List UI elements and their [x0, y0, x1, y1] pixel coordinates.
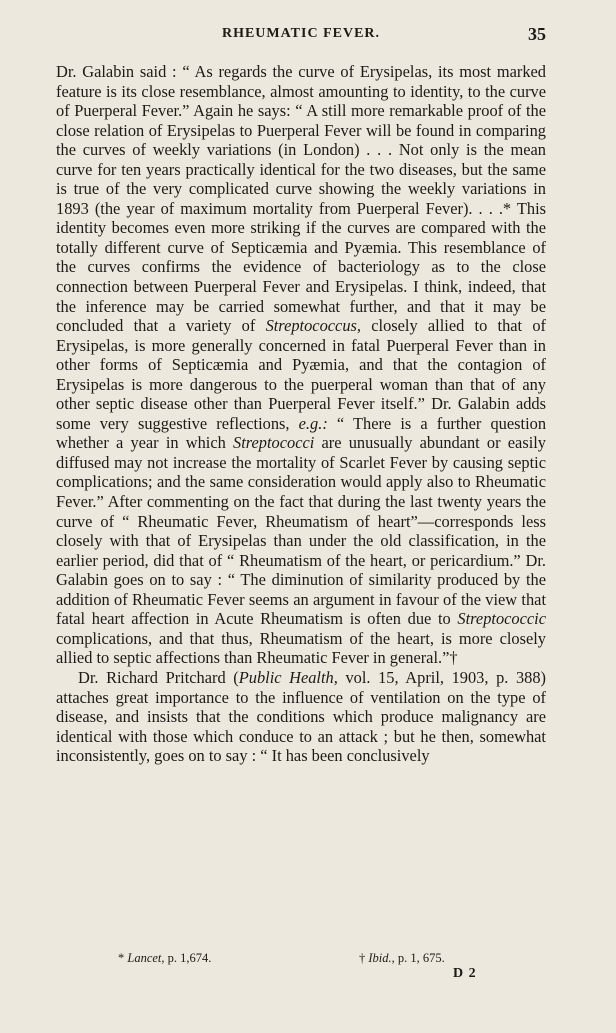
- italic-run: Streptococcic: [457, 609, 546, 629]
- italic-run: Public Health,: [238, 667, 338, 687]
- footnote-2-mark: †: [359, 951, 369, 965]
- page-number: 35: [528, 24, 546, 44]
- footnote-1-source: Lancet,: [127, 951, 165, 965]
- italic-run: e.g.:: [298, 413, 328, 433]
- footnote-2-source: Ibid.,: [368, 951, 395, 965]
- text-run: vol. 15, April, 1903, p. 388) attaches great importance to the influence of ventilation on the type of disease, and insists that the conditions which produce malignancy are identical with those which conduce to an attack ; but he then, somewhat inconsistently, goes on to say : “ It has been conclusively: [56, 667, 547, 766]
- signature-mark: D 2: [453, 966, 477, 981]
- text-run: Dr. Richard Pritchard (: [78, 667, 239, 687]
- footnote-1-mark: *: [118, 951, 128, 965]
- paragraph: [56, 62, 546, 668]
- paragraph: [56, 668, 546, 766]
- text-run: closely allied to that of Erysipelas, is more generally concerned in fatal Puerperal Fever than in other forms of Septicæmia and Pyæmia, and that the contagion of Erysipelas is more dangerous to the puerperal woman than that of any other septic disease other than Puerperal Fever itself.” Dr. Galabin adds some very suggestive reflections,: [56, 316, 546, 433]
- text-run: are unusually abundant or easily diffused may not increase the mortality of Scarlet Fever by causing septic complications; and the same consideration would apply also to Rheumatic Fever.” After commenting on the fact that during the last twenty years the curve of “ Rheumatic Fever, Rheumatism of heart”—corresponds less closely with that of Erysipelas than under the old classification, in the earlier period, did that of “ Rheumatism of the heart, or pericardium.” Dr. Galabin goes on to say : “ The diminution of similarity produced by the addition of Rheumatic Fever seems an argument in favour of the view that fatal heart affection in Acute Rheumatism is often due to: [56, 433, 546, 629]
- text-run: complications, and that thus, Rheumatism of the heart, is more closely allied to septic affections than Rheumatic Fever in general.”†: [56, 628, 546, 668]
- text-run: Dr. Galabin said : “ As regards the curve of Erysipelas, its most marked feature is its close resemblance, almost amounting to identity, to the curve of Puerperal Fever.” Again he says: “ A still more remarkable proof of the close relation of Erysipelas to Puerperal Fever will be found in comparing the curves of weekly variations (in London) . . . Not only is the mean curve for ten years practically identical for the two diseases, but the same is true of the very complicated curve showing the weekly variations in 1893 (the year of maximum mortality from Puerperal Fever). . . .* This identity becomes even more striking if the curves are compared with the totally different curve of Septicæmia and Pyæmia. This resemblance of the curves confirms the evidence of bacteriology as to the close connection between Puerperal Fever and Erysipelas. I think, indeed, that the inference may be carried somewhat further, and that it may be concluded that a variety of: [56, 62, 546, 336]
- footnote-1-rest: p. 1,674.: [164, 951, 212, 965]
- italic-run: Streptococcus,: [265, 316, 361, 336]
- footnote-2: [359, 950, 445, 966]
- text-run: “ There is a further question whether a year in which: [56, 413, 547, 453]
- body-text: [56, 62, 546, 766]
- running-head: RHEUMATIC FEVER.: [221, 26, 381, 41]
- footnote-2-rest: p. 1, 675.: [394, 951, 445, 965]
- italic-run: Streptococci: [233, 433, 315, 453]
- footnote-1: [118, 950, 211, 966]
- page-header: [56, 26, 546, 48]
